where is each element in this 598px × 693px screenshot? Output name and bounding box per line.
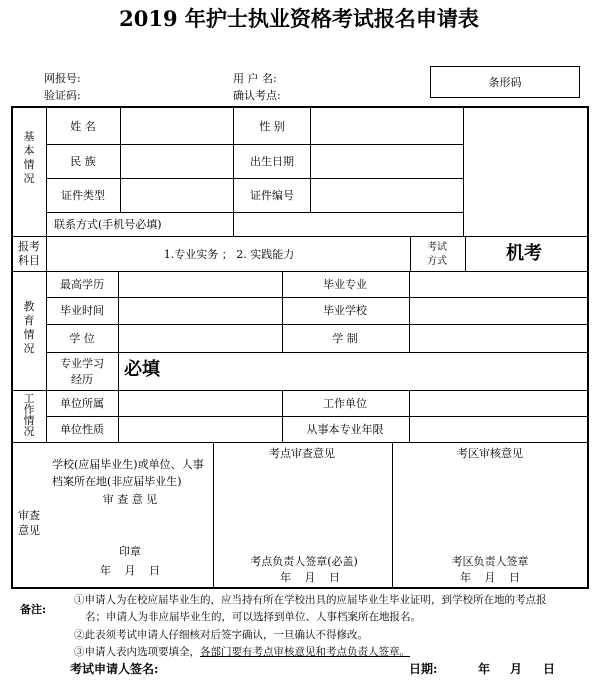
page-title: 2019 年护士执业资格考试报名申请表 [119,6,479,31]
study-history-value: 必填 [124,359,160,380]
exam-subjects: 1.专业实务 ； 2. 实践能力 [163,248,295,261]
review-col2-sign: 考点负责人签章(必盖) [250,555,358,568]
exam-mode-label: 考试方式 [427,242,447,267]
unit-type-label: 单位性质 [60,423,104,436]
birth-label: 出生日期 [250,155,294,168]
length-label: 学 制 [332,332,358,345]
exam-section-label: 报考科目 [18,240,40,267]
review-section-label: 审查意见 [18,509,40,537]
footer-year: 年 [478,662,491,676]
notes-label: 备注: [20,603,47,616]
footer-day: 日 [543,662,556,676]
basic-section-label: 基本情况 [23,130,35,185]
verify-code-label: 验证码: [44,89,81,102]
review-col3-date: 年 月 日 [460,571,520,584]
review-seal: 印章 [119,545,141,558]
degree-label: 学 位 [69,332,95,345]
work-unit-label: 工作单位 [323,397,367,410]
note-1a: ①申请人为在校应届毕业生的，应当持有所在学校出具的应届毕业生毕业证明，到学校所在地的考点报 [74,594,547,606]
school-label: 毕业学校 [323,304,367,317]
review-col2-date: 年 月 日 [280,571,340,584]
major-label: 毕业专业 [323,278,367,291]
work-section-label: 工作情况 [23,392,35,438]
barcode-label: 条形码 [488,76,522,89]
gender-label: 性 别 [259,120,285,133]
ethnicity-label: 民 族 [70,155,96,168]
highest-edu-label: 最高学历 [60,278,104,291]
review-col2-title: 考点审查意见 [269,447,335,460]
signature-label: 考试申请人签名: [70,662,159,676]
id-number-label: 证件编号 [250,189,294,202]
footer-date-label: 日期: [409,662,438,676]
user-label: 用 户 名: [233,72,277,85]
review-col1-title: 审 查 意 见 [102,493,158,506]
net-id-label: 网报号: [44,72,81,85]
contact-label: 联系方式(手机号必填) [54,218,162,231]
id-type-label: 证件类型 [61,189,105,202]
note-2: ②此表须考试申请人仔细核对后签字确认，一旦确认不得修改。 [74,629,368,641]
confirm-site-label: 确认考点: [233,89,281,102]
work-years-label: 从事本专业年限 [306,423,384,436]
note-1b: 名；申请人为非应届毕业生的，可以选择到单位、人事档案所在地报名。 [85,611,421,623]
footer-month: 月 [510,662,523,676]
exam-mode-value: 机考 [506,243,542,264]
review-col1-text: 学校(应届毕业生)或单位、人事档案所在地(非应届毕业生) [52,458,204,488]
review-col3-sign: 考区负责人签章 [451,555,529,568]
unit-place-label: 单位所属 [60,397,104,410]
education-section-label: 教育情况 [23,300,35,355]
name-label: 姓 名 [70,120,96,133]
review-col1-date: 年 月 日 [100,564,160,577]
note-3: ③申请人表内选项要填全，各部门要有考点审核意见和考点负责人签章。 [74,646,410,658]
study-history-label: 专业学习经历 [60,357,104,386]
review-col3-title: 考区审核意见 [457,447,523,460]
grad-time-label: 毕业时间 [60,304,104,317]
